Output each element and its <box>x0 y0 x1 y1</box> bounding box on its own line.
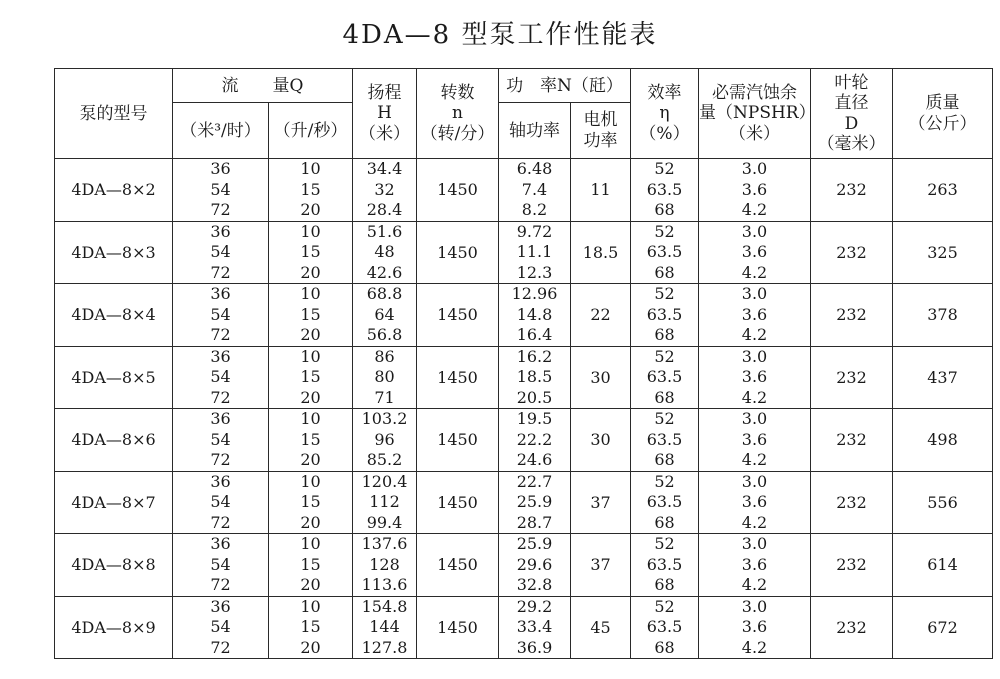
cell-model: 4DA—8×9 <box>55 596 173 659</box>
cell-head <box>353 409 417 472</box>
cell-npshr-value: 3.0 <box>741 409 768 428</box>
cell-npshr-value: 4.2 <box>741 512 768 532</box>
cell-efficiency <box>631 471 699 534</box>
cell-shaft-power-value: 22.2 <box>516 429 553 449</box>
cell-flow-ls <box>269 346 353 409</box>
cell-npshr <box>699 159 811 222</box>
cell-flow-m3h-value: 54 <box>210 554 231 574</box>
cell-mass: 325 <box>893 221 993 284</box>
cell-impeller: 232 <box>811 221 893 284</box>
cell-impeller: 232 <box>811 346 893 409</box>
cell-efficiency-value: 63.5 <box>646 367 683 386</box>
cell-npshr-value: 3.0 <box>741 221 768 241</box>
cell-flow-ls-value: 15 <box>300 492 321 511</box>
cell-shaft-power-value: 25.9 <box>516 492 553 511</box>
header-impeller-line3: D <box>844 113 859 134</box>
cell-motor-power: 37 <box>571 534 631 597</box>
cell-speed: 1450 <box>417 534 499 597</box>
cell-head-value: 128 <box>369 554 400 574</box>
cell-head-value: 99.4 <box>366 512 403 532</box>
cell-flow-ls-value: 10 <box>300 596 321 616</box>
cell-model: 4DA—8×7 <box>55 471 173 534</box>
cell-flow-m3h-value: 36 <box>210 534 231 553</box>
cell-efficiency-value: 63.5 <box>646 554 683 574</box>
cell-head-value: 112 <box>369 492 400 511</box>
cell-efficiency-value: 68 <box>654 387 675 407</box>
cell-mass: 556 <box>893 471 993 534</box>
cell-flow-m3h-value: 36 <box>210 409 231 428</box>
cell-flow-m3h-value: 54 <box>210 617 231 636</box>
cell-flow-m3h-value: 54 <box>210 304 231 324</box>
cell-flow-ls-value: 15 <box>300 367 321 386</box>
cell-npshr-value: 3.0 <box>741 159 768 178</box>
cell-motor-power: 22 <box>571 284 631 347</box>
cell-motor-power: 45 <box>571 596 631 659</box>
cell-flow-m3h-value: 54 <box>210 242 231 261</box>
cell-efficiency-value: 52 <box>654 346 675 366</box>
cell-flow-m3h-value: 36 <box>210 471 231 491</box>
header-npshr-line3: （米） <box>729 123 780 144</box>
header-power: 功 率N（瓩） <box>499 69 631 103</box>
cell-speed: 1450 <box>417 221 499 284</box>
cell-model: 4DA—8×2 <box>55 159 173 222</box>
cell-efficiency <box>631 346 699 409</box>
cell-flow-m3h <box>173 471 269 534</box>
header-shaft-power: 轴功率 <box>499 103 571 159</box>
cell-npshr-value: 3.0 <box>741 596 768 616</box>
cell-flow-m3h <box>173 596 269 659</box>
cell-flow-ls-value: 20 <box>300 262 321 282</box>
cell-head-value: 85.2 <box>366 450 403 469</box>
cell-efficiency-value: 63.5 <box>646 179 683 199</box>
cell-impeller: 232 <box>811 159 893 222</box>
header-motor-line1: 电机 <box>583 110 618 130</box>
cell-head <box>353 534 417 597</box>
cell-flow-ls-value: 20 <box>300 575 321 594</box>
header-flow: 流 量Q <box>173 69 353 103</box>
cell-impeller: 232 <box>811 284 893 347</box>
cell-efficiency-value: 68 <box>654 325 675 344</box>
cell-efficiency-value: 63.5 <box>646 242 683 261</box>
table-row <box>55 284 993 347</box>
cell-shaft-power-value: 25.9 <box>516 534 553 553</box>
cell-flow-ls-value: 15 <box>300 429 321 449</box>
cell-head <box>353 221 417 284</box>
cell-flow-m3h <box>173 409 269 472</box>
cell-shaft-power-value: 9.72 <box>516 221 553 241</box>
cell-npshr-value: 4.2 <box>741 575 768 594</box>
cell-flow-m3h-value: 36 <box>210 159 231 178</box>
header-efficiency-line2: η <box>659 103 670 124</box>
cell-flow-m3h-value: 72 <box>210 325 231 344</box>
cell-head-value: 34.4 <box>366 159 403 178</box>
cell-efficiency <box>631 596 699 659</box>
cell-shaft-power-value: 28.7 <box>516 512 553 532</box>
cell-head-value: 42.6 <box>366 262 403 282</box>
cell-head <box>353 471 417 534</box>
cell-speed: 1450 <box>417 409 499 472</box>
header-model: 泵的型号 <box>55 69 173 159</box>
cell-flow-m3h-value: 54 <box>210 367 231 386</box>
document-title: 4DA—8 型泵工作性能表 <box>342 20 658 50</box>
cell-flow-ls-value: 15 <box>300 242 321 261</box>
header-speed-line1: 转数 <box>440 82 475 103</box>
cell-flow-m3h-value: 54 <box>210 179 231 199</box>
cell-efficiency-value: 63.5 <box>646 617 683 636</box>
cell-flow-ls-value: 15 <box>300 554 321 574</box>
table-body <box>55 159 993 659</box>
cell-efficiency-value: 52 <box>654 596 675 616</box>
cell-shaft-power-value: 22.7 <box>516 471 553 491</box>
cell-mass: 672 <box>893 596 993 659</box>
cell-npshr-value: 3.6 <box>741 617 768 636</box>
cell-motor-power: 11 <box>571 159 631 222</box>
cell-head-value: 80 <box>374 367 395 386</box>
cell-shaft-power-value: 33.4 <box>516 617 553 636</box>
cell-efficiency-value: 63.5 <box>646 492 683 511</box>
cell-efficiency-value: 52 <box>654 221 675 241</box>
cell-flow-ls-value: 20 <box>300 200 321 219</box>
cell-flow-ls <box>269 471 353 534</box>
cell-efficiency-value: 68 <box>654 262 675 282</box>
cell-model: 4DA—8×4 <box>55 284 173 347</box>
cell-npshr-value: 3.0 <box>741 534 768 553</box>
cell-flow-m3h-value: 72 <box>210 262 231 282</box>
cell-speed: 1450 <box>417 346 499 409</box>
cell-flow-ls <box>269 409 353 472</box>
header-head-line1: 扬程 <box>367 82 402 103</box>
cell-efficiency <box>631 221 699 284</box>
cell-efficiency-value: 68 <box>654 637 675 657</box>
cell-head-value: 86 <box>374 346 395 366</box>
cell-shaft-power-value: 36.9 <box>516 637 553 657</box>
header-head-line3: （米） <box>359 123 410 144</box>
cell-model: 4DA—8×5 <box>55 346 173 409</box>
cell-efficiency-value: 52 <box>654 534 675 553</box>
cell-npshr-value: 3.6 <box>741 367 768 386</box>
cell-head-value: 68.8 <box>366 284 403 303</box>
cell-mass: 437 <box>893 346 993 409</box>
cell-motor-power: 37 <box>571 471 631 534</box>
cell-impeller: 232 <box>811 409 893 472</box>
cell-shaft-power-value: 18.5 <box>516 367 553 386</box>
cell-flow-ls <box>269 221 353 284</box>
cell-shaft-power-value: 8.2 <box>521 200 548 219</box>
cell-head-value: 51.6 <box>366 221 403 241</box>
cell-shaft-power <box>499 221 571 284</box>
cell-flow-ls-value: 20 <box>300 637 321 657</box>
cell-flow-ls-value: 10 <box>300 534 321 553</box>
header-npshr-line2: 量（NPSHR） <box>699 103 816 124</box>
header-flow-m3h: （米³/时） <box>173 103 269 159</box>
header-speed-line3: （转/分） <box>420 123 495 144</box>
cell-flow-m3h <box>173 534 269 597</box>
cell-speed: 1450 <box>417 159 499 222</box>
cell-mass: 498 <box>893 409 993 472</box>
header-motor-line2: 功率 <box>583 130 618 151</box>
cell-flow-ls-value: 15 <box>300 179 321 199</box>
header-flow-ls: （升/秒） <box>269 103 353 159</box>
cell-efficiency <box>631 159 699 222</box>
cell-flow-ls-value: 20 <box>300 450 321 469</box>
cell-efficiency <box>631 534 699 597</box>
cell-efficiency-value: 63.5 <box>646 429 683 449</box>
cell-shaft-power <box>499 471 571 534</box>
cell-shaft-power <box>499 346 571 409</box>
table-row <box>55 409 993 472</box>
cell-head <box>353 159 417 222</box>
cell-flow-m3h-value: 36 <box>210 346 231 366</box>
cell-shaft-power-value: 7.4 <box>521 179 548 199</box>
cell-flow-ls-value: 10 <box>300 346 321 366</box>
cell-flow-ls-value: 10 <box>300 284 321 303</box>
cell-shaft-power-value: 6.48 <box>516 159 553 178</box>
cell-flow-ls-value: 20 <box>300 512 321 532</box>
cell-shaft-power-value: 12.96 <box>511 284 558 303</box>
cell-head-value: 56.8 <box>366 325 403 344</box>
cell-head <box>353 596 417 659</box>
cell-model: 4DA—8×8 <box>55 534 173 597</box>
cell-flow-m3h-value: 72 <box>210 387 231 407</box>
cell-head-value: 48 <box>374 242 395 261</box>
cell-head-value: 28.4 <box>366 200 403 219</box>
cell-head-value: 120.4 <box>361 471 408 491</box>
cell-impeller: 232 <box>811 534 893 597</box>
cell-efficiency <box>631 284 699 347</box>
cell-motor-power: 30 <box>571 409 631 472</box>
header-npshr-line1: 必需汽蚀余 <box>712 82 797 103</box>
cell-npshr-value: 4.2 <box>741 450 768 469</box>
cell-shaft-power <box>499 534 571 597</box>
cell-npshr-value: 3.6 <box>741 179 768 199</box>
header-mass-line1: 质量 <box>925 93 960 113</box>
cell-flow-ls-value: 10 <box>300 221 321 241</box>
cell-head-value: 113.6 <box>361 575 408 594</box>
cell-shaft-power-value: 29.2 <box>516 596 553 616</box>
cell-shaft-power-value: 11.1 <box>516 242 553 261</box>
cell-npshr <box>699 409 811 472</box>
table-row <box>55 159 993 222</box>
table-row <box>55 596 993 659</box>
cell-shaft-power <box>499 159 571 222</box>
cell-flow-ls-value: 20 <box>300 325 321 344</box>
cell-efficiency-value: 52 <box>654 159 675 178</box>
cell-shaft-power-value: 14.8 <box>516 304 553 324</box>
cell-npshr-value: 4.2 <box>741 200 768 219</box>
header-head <box>353 69 417 159</box>
cell-npshr-value: 4.2 <box>741 387 768 407</box>
header-npshr <box>699 69 816 159</box>
header-efficiency-line3: （%） <box>639 123 690 144</box>
cell-head-value: 96 <box>374 429 395 449</box>
cell-npshr-value: 3.6 <box>741 242 768 261</box>
cell-flow-ls <box>269 534 353 597</box>
cell-efficiency-value: 68 <box>654 450 675 469</box>
cell-efficiency-value: 68 <box>654 512 675 532</box>
cell-flow-m3h-value: 72 <box>210 200 231 219</box>
cell-flow-ls-value: 15 <box>300 304 321 324</box>
cell-flow-m3h-value: 36 <box>210 221 231 241</box>
cell-flow-m3h <box>173 159 269 222</box>
cell-head-value: 32 <box>374 179 395 199</box>
cell-shaft-power-value: 32.8 <box>516 575 553 594</box>
cell-shaft-power <box>499 409 571 472</box>
header-impeller-line4: （毫米） <box>817 134 886 154</box>
cell-flow-m3h-value: 36 <box>210 596 231 616</box>
cell-flow-ls-value: 15 <box>300 617 321 636</box>
cell-shaft-power-value: 29.6 <box>516 554 553 574</box>
cell-shaft-power-value: 16.4 <box>516 325 553 344</box>
cell-flow-ls <box>269 159 353 222</box>
header-efficiency <box>631 69 699 159</box>
table-row <box>55 471 993 534</box>
cell-npshr <box>699 284 811 347</box>
cell-shaft-power-value: 12.3 <box>516 262 553 282</box>
header-motor-power <box>571 103 631 159</box>
header-impeller-line1: 叶轮 <box>834 72 869 93</box>
cell-npshr <box>699 346 811 409</box>
cell-npshr-value: 3.6 <box>741 492 768 511</box>
cell-shaft-power-value: 24.6 <box>516 450 553 469</box>
cell-efficiency-value: 52 <box>654 284 675 303</box>
cell-flow-m3h-value: 36 <box>210 284 231 303</box>
cell-mass: 263 <box>893 159 993 222</box>
cell-flow-ls-value: 10 <box>300 471 321 491</box>
cell-npshr <box>699 596 811 659</box>
cell-mass: 378 <box>893 284 993 347</box>
header-speed-line2: n <box>452 103 463 124</box>
header-speed <box>417 69 499 159</box>
cell-npshr-value: 4.2 <box>741 325 768 344</box>
cell-flow-m3h-value: 54 <box>210 429 231 449</box>
cell-head-value: 127.8 <box>361 637 408 657</box>
cell-model: 4DA—8×3 <box>55 221 173 284</box>
cell-efficiency <box>631 409 699 472</box>
pump-performance-table <box>54 68 993 659</box>
cell-flow-m3h <box>173 284 269 347</box>
cell-flow-ls-value: 10 <box>300 409 321 428</box>
cell-efficiency-value: 52 <box>654 409 675 428</box>
cell-npshr-value: 3.6 <box>741 554 768 574</box>
cell-efficiency-value: 68 <box>654 575 675 594</box>
cell-head-value: 64 <box>374 304 395 324</box>
cell-npshr-value: 3.0 <box>741 284 768 303</box>
cell-head-value: 144 <box>369 617 400 636</box>
cell-speed: 1450 <box>417 596 499 659</box>
cell-flow-m3h <box>173 346 269 409</box>
cell-impeller: 232 <box>811 596 893 659</box>
cell-npshr-value: 4.2 <box>741 262 768 282</box>
cell-npshr <box>699 534 811 597</box>
cell-motor-power: 18.5 <box>571 221 631 284</box>
cell-impeller: 232 <box>811 471 893 534</box>
cell-npshr-value: 3.0 <box>741 346 768 366</box>
table-row <box>55 221 993 284</box>
cell-flow-m3h-value: 54 <box>210 492 231 511</box>
cell-mass: 614 <box>893 534 993 597</box>
cell-npshr-value: 3.6 <box>741 304 768 324</box>
cell-head-value: 71 <box>374 387 395 407</box>
cell-efficiency-value: 52 <box>654 471 675 491</box>
cell-head-value: 103.2 <box>361 409 408 428</box>
cell-model: 4DA—8×6 <box>55 409 173 472</box>
table-row <box>55 534 993 597</box>
cell-shaft-power <box>499 596 571 659</box>
cell-flow-m3h-value: 72 <box>210 450 231 469</box>
cell-npshr <box>699 221 811 284</box>
cell-speed: 1450 <box>417 284 499 347</box>
cell-head-value: 154.8 <box>361 596 408 616</box>
table-header <box>55 69 993 159</box>
cell-npshr-value: 3.6 <box>741 429 768 449</box>
header-mass <box>893 69 993 159</box>
cell-shaft-power-value: 19.5 <box>516 409 553 428</box>
cell-head <box>353 346 417 409</box>
cell-flow-m3h-value: 72 <box>210 637 231 657</box>
cell-motor-power: 30 <box>571 346 631 409</box>
cell-npshr-value: 4.2 <box>741 637 768 657</box>
cell-shaft-power <box>499 284 571 347</box>
cell-shaft-power-value: 16.2 <box>516 346 553 366</box>
cell-flow-m3h <box>173 221 269 284</box>
cell-head <box>353 284 417 347</box>
cell-efficiency-value: 63.5 <box>646 304 683 324</box>
cell-speed: 1450 <box>417 471 499 534</box>
cell-npshr-value: 3.0 <box>741 471 768 491</box>
cell-flow-m3h-value: 72 <box>210 512 231 532</box>
header-mass-line2: （公斤） <box>908 113 977 134</box>
table-row <box>55 346 993 409</box>
header-impeller <box>811 69 893 159</box>
cell-flow-ls-value: 20 <box>300 387 321 407</box>
cell-efficiency-value: 68 <box>654 200 675 219</box>
cell-flow-ls <box>269 596 353 659</box>
cell-npshr <box>699 471 811 534</box>
header-head-line2: H <box>377 103 392 124</box>
cell-flow-m3h-value: 72 <box>210 575 231 594</box>
cell-flow-ls <box>269 284 353 347</box>
header-efficiency-line1: 效率 <box>647 82 682 103</box>
cell-head-value: 137.6 <box>361 534 408 553</box>
header-impeller-line2: 直径 <box>834 93 869 113</box>
cell-shaft-power-value: 20.5 <box>516 387 553 407</box>
cell-flow-ls-value: 10 <box>300 159 321 178</box>
